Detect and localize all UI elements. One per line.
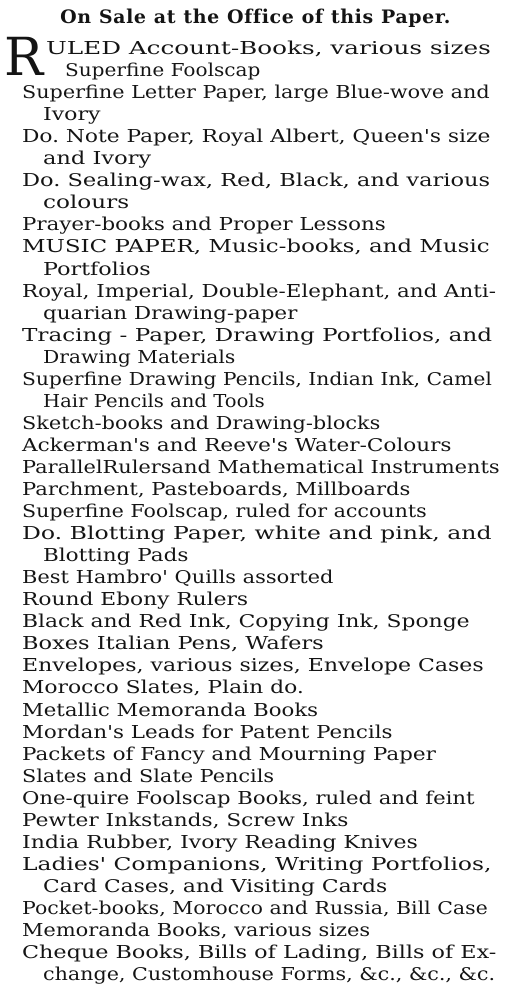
advertisement-heading: On Sale at the Office of this Paper. <box>60 6 451 28</box>
list-line: Blotting Pads <box>43 546 189 567</box>
list-line: Ladies' Companions, Writing Portfolios, <box>22 854 492 875</box>
list-line: Royal, Imperial, Double-Elephant, and Anti- <box>22 281 496 302</box>
list-line: Parchment, Pasteboards, Millboards <box>22 480 411 500</box>
list-line: Portfolios <box>43 259 151 280</box>
list-line: ULED Account-Books, various sizes <box>46 39 491 59</box>
list-line: Best Hambro' Quills assorted <box>22 568 334 589</box>
list-line: colours <box>43 193 130 214</box>
list-line: Morocco Slates, Plain do. <box>22 678 304 699</box>
list-line: Packets of Fancy and Mourning Paper <box>22 744 436 765</box>
list-line: Superfine Drawing Pencils, Indian Ink, Camel <box>22 369 492 390</box>
list-line: Mordan's Leads for Patent Pencils <box>22 722 393 743</box>
list-line: India Rubber, Ivory Reading Knives <box>22 832 418 853</box>
list-line: MUSIC PAPER, Music-books, and Music <box>22 237 490 258</box>
list-line: Do. Note Paper, Royal Albert, Queen's size <box>22 127 491 148</box>
list-line: Boxes Italian Pens, Wafers <box>22 634 324 655</box>
list-line: Superfine Foolscap <box>65 61 261 82</box>
list-line: Memoranda Books, various sizes <box>22 921 371 941</box>
list-line: Black and Red Ink, Copying Ink, Sponge <box>22 612 470 633</box>
list-line: Round Ebony Rulers <box>22 590 249 611</box>
list-line: quarian Drawing-paper <box>43 303 298 324</box>
list-line: Envelopes, various sizes, Envelope Cases <box>22 656 484 677</box>
list-line: Metallic Memoranda Books <box>22 700 319 721</box>
list-line: ParallelRulersand Mathematical Instruments <box>22 457 500 478</box>
list-line: Pocket-books, Morocco and Russia, Bill Case <box>22 898 488 919</box>
list-line: Sketch-books and Drawing-blocks <box>22 413 381 434</box>
list-line: Pewter Inkstands, Screw Inks <box>22 810 349 831</box>
list-line: Ivory <box>43 105 101 126</box>
list-line: Drawing Materials <box>43 347 236 368</box>
list-line: Card Cases, and Visiting Cards <box>43 876 388 897</box>
list-line: Cheque Books, Bills of Lading, Bills of Ex- <box>22 943 497 964</box>
list-line: Superfine Letter Paper, large Blue-wove and <box>22 83 490 104</box>
list-line: Ackerman's and Reeve's Water-Colours <box>22 435 452 456</box>
list-line: Prayer-books and Proper Lessons <box>22 215 386 236</box>
list-line: Superfine Foolscap, ruled for accounts <box>22 502 427 523</box>
list-line: and Ivory <box>43 149 152 170</box>
list-line: Do. Sealing-wax, Red, Black, and various <box>22 171 491 192</box>
list-line: Tracing - Paper, Drawing Portfolios, and <box>22 325 493 346</box>
list-line: change, Customhouse Forms, &c., &c., &c. <box>43 965 496 986</box>
list-line: Do. Blotting Paper, white and pink, and <box>22 524 492 545</box>
list-line: Hair Pencils and Tools <box>43 391 265 412</box>
list-line: Slates and Slate Pencils <box>22 766 275 787</box>
drop-cap-letter: R <box>4 28 44 88</box>
list-line: One-quire Foolscap Books, ruled and feint <box>22 788 475 809</box>
